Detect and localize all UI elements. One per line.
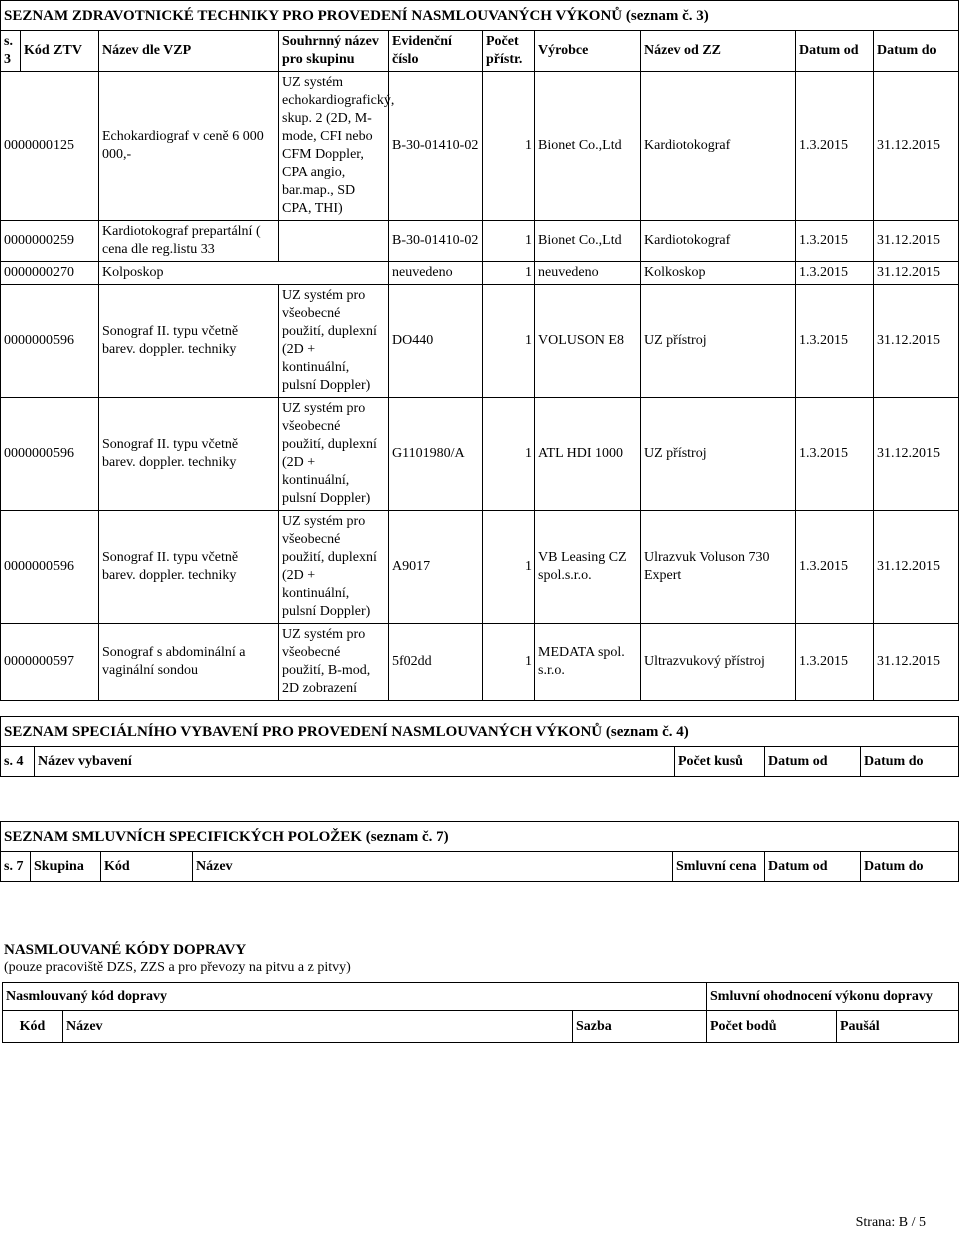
kod-ztv: 0000000125 <box>1 72 99 221</box>
header-datum-od: Datum od <box>765 747 861 777</box>
kod-ztv: 0000000597 <box>1 624 99 701</box>
souhrnny-nazev: UZ systém pro všeobecné použití, duplexní (2D + kontinuální, pulsní Doppler) <box>279 398 389 511</box>
vyrobce: VOLUSON E8 <box>535 285 641 398</box>
header-nazev-vybaveni: Název vybavení <box>35 747 675 777</box>
evidencni-cislo: B-30-01410-02 <box>389 72 483 221</box>
header-pocet: Počet přístr. <box>483 31 535 72</box>
header-smluvni-cena: Smluvní cena <box>673 852 765 882</box>
doprava-table <box>2 982 959 1043</box>
header-vyrobce: Výrobce <box>535 31 641 72</box>
doprava-subtitle: (pouze pracoviště DZS, ZZS a pro převozy na pitvu a z pitvy) <box>4 960 351 975</box>
header-datum-do: Datum do <box>861 747 959 777</box>
pocet-pristroju: 1 <box>483 262 535 285</box>
kod-ztv: 0000000596 <box>1 511 99 624</box>
evidencni-cislo: G1101980/A <box>389 398 483 511</box>
header-nazev: Název <box>63 1011 573 1043</box>
datum-od: 1.3.2015 <box>796 221 874 262</box>
datum-do: 31.12.2015 <box>874 72 959 221</box>
nazev-vzp: Kolposkop <box>99 262 389 285</box>
header-s4: s. 4 <box>1 747 35 777</box>
nazev-vzp: Sonograf s abdominální a vaginální sondou <box>99 624 279 701</box>
nazev-vzp: Echokardiograf v ceně 6 000 000,- <box>99 72 279 221</box>
kod-ztv: 0000000270 <box>1 262 99 285</box>
header-s7: s. 7 <box>1 852 31 882</box>
header-skupina: Skupina <box>31 852 101 882</box>
datum-do: 31.12.2015 <box>874 398 959 511</box>
ohodnoceni-label: Smluvní ohodnocení výkonu dopravy <box>707 983 959 1011</box>
header-datum-do: Datum do <box>861 852 959 882</box>
header-evidencni: Evidenční číslo <box>389 31 483 72</box>
doprava-title: NASMLOUVANÉ KÓDY DOPRAVY <box>4 942 247 958</box>
kod-ztv: 0000000259 <box>1 221 99 262</box>
table-row <box>1 262 959 285</box>
vyrobce: Bionet Co.,Ltd <box>535 72 641 221</box>
table-row <box>1 624 959 701</box>
kod-ztv: 0000000596 <box>1 398 99 511</box>
souhrnny-nazev: UZ systém pro všeobecné použití, duplexní (2D + kontinuální, pulsní Doppler) <box>279 285 389 398</box>
header-kod-ztv: Kód ZTV <box>21 31 99 72</box>
datum-do: 31.12.2015 <box>874 624 959 701</box>
nazev-vzp: Sonograf II. typu včetně barev. doppler. techniky <box>99 285 279 398</box>
header-pocet-kusu: Počet kusů <box>675 747 765 777</box>
header-nazev: Název <box>193 852 673 882</box>
evidencni-cislo: B-30-01410-02 <box>389 221 483 262</box>
table-row <box>1 285 959 398</box>
table-row <box>1 398 959 511</box>
souhrnny-nazev: UZ systém pro všeobecné použití, duplexní (2D + kontinuální, pulsní Doppler) <box>279 511 389 624</box>
datum-do: 31.12.2015 <box>874 262 959 285</box>
evidencni-cislo: DO440 <box>389 285 483 398</box>
header-datum-do: Datum do <box>874 31 959 72</box>
pocet-pristroju: 1 <box>483 624 535 701</box>
nazev-zz: Ulrazvuk Voluson 730 Expert <box>641 511 796 624</box>
datum-do: 31.12.2015 <box>874 285 959 398</box>
header-s3: s. 3 <box>1 31 21 72</box>
evidencni-cislo: neuvedeno <box>389 262 483 285</box>
nazev-zz: UZ přístroj <box>641 398 796 511</box>
page-number: Strana: B / 5 <box>855 1215 926 1230</box>
nazev-zz: Ultrazvukový přístroj <box>641 624 796 701</box>
seznam-4-title: SEZNAM SPECIÁLNÍHO VYBAVENÍ PRO PROVEDENÍ NASMLOUVANÝCH VÝKONŮ (seznam č. 4) <box>1 717 959 747</box>
evidencni-cislo: 5f02dd <box>389 624 483 701</box>
vyrobce: ATL HDI 1000 <box>535 398 641 511</box>
datum-od: 1.3.2015 <box>796 398 874 511</box>
header-nazev-vzp: Název dle VZP <box>99 31 279 72</box>
nazev-zz: Kardiotokograf <box>641 221 796 262</box>
header-sazba: Sazba <box>573 1011 707 1043</box>
header-nazev-zz: Název od ZZ <box>641 31 796 72</box>
vyrobce: Bionet Co.,Ltd <box>535 221 641 262</box>
pocet-pristroju: 1 <box>483 398 535 511</box>
pocet-pristroju: 1 <box>483 72 535 221</box>
table-row <box>1 511 959 624</box>
nazev-zz: UZ přístroj <box>641 285 796 398</box>
header-kod: Kód <box>3 1011 63 1043</box>
pocet-pristroju: 1 <box>483 511 535 624</box>
evidencni-cislo: A9017 <box>389 511 483 624</box>
table-row <box>1 72 959 221</box>
header-datum-od: Datum od <box>796 31 874 72</box>
souhrnny-nazev: UZ systém echokardiografický, skup. 2 (2D, M-mode, CFI nebo CFM Doppler, CPA angio, bar.map., SD CPA, THI) <box>279 72 389 221</box>
nazev-vzp: Kardiotokograf prepartální ( cena dle reg.listu 33 <box>99 221 279 262</box>
kod-ztv: 0000000596 <box>1 285 99 398</box>
header-pocet-bodu: Počet bodů <box>707 1011 837 1043</box>
datum-od: 1.3.2015 <box>796 72 874 221</box>
header-pausal: Paušál <box>837 1011 959 1043</box>
header-datum-od: Datum od <box>765 852 861 882</box>
pocet-pristroju: 1 <box>483 285 535 398</box>
nasmlouvany-kod-label: Nasmlouvaný kód dopravy <box>3 983 707 1011</box>
souhrnny-nazev: UZ systém pro všeobecné použití, B-mod, 2D zobrazení <box>279 624 389 701</box>
vyrobce: VB Leasing CZ spol.s.r.o. <box>535 511 641 624</box>
nazev-zz: Kardiotokograf <box>641 72 796 221</box>
seznam-7-table <box>0 821 959 882</box>
datum-od: 1.3.2015 <box>796 262 874 285</box>
datum-do: 31.12.2015 <box>874 511 959 624</box>
header-souhrnny: Souhrnný název pro skupinu <box>279 31 389 72</box>
nazev-vzp: Sonograf II. typu včetně barev. doppler. techniky <box>99 511 279 624</box>
pocet-pristroju: 1 <box>483 221 535 262</box>
header-kod: Kód <box>101 852 193 882</box>
seznam-7-title: SEZNAM SMLUVNÍCH SPECIFICKÝCH POLOŽEK (seznam č. 7) <box>1 822 959 852</box>
seznam-4-table <box>0 716 959 777</box>
table-row <box>1 221 959 262</box>
datum-od: 1.3.2015 <box>796 511 874 624</box>
datum-od: 1.3.2015 <box>796 285 874 398</box>
vyrobce: neuvedeno <box>535 262 641 285</box>
souhrnny-nazev <box>279 221 389 262</box>
datum-do: 31.12.2015 <box>874 221 959 262</box>
vyrobce: MEDATA spol. s.r.o. <box>535 624 641 701</box>
datum-od: 1.3.2015 <box>796 624 874 701</box>
nazev-zz: Kolkoskop <box>641 262 796 285</box>
nazev-vzp: Sonograf II. typu včetně barev. doppler. techniky <box>99 398 279 511</box>
seznam-3-title: SEZNAM ZDRAVOTNICKÉ TECHNIKY PRO PROVEDENÍ NASMLOUVANÝCH VÝKONŮ (seznam č. 3) <box>1 1 959 31</box>
